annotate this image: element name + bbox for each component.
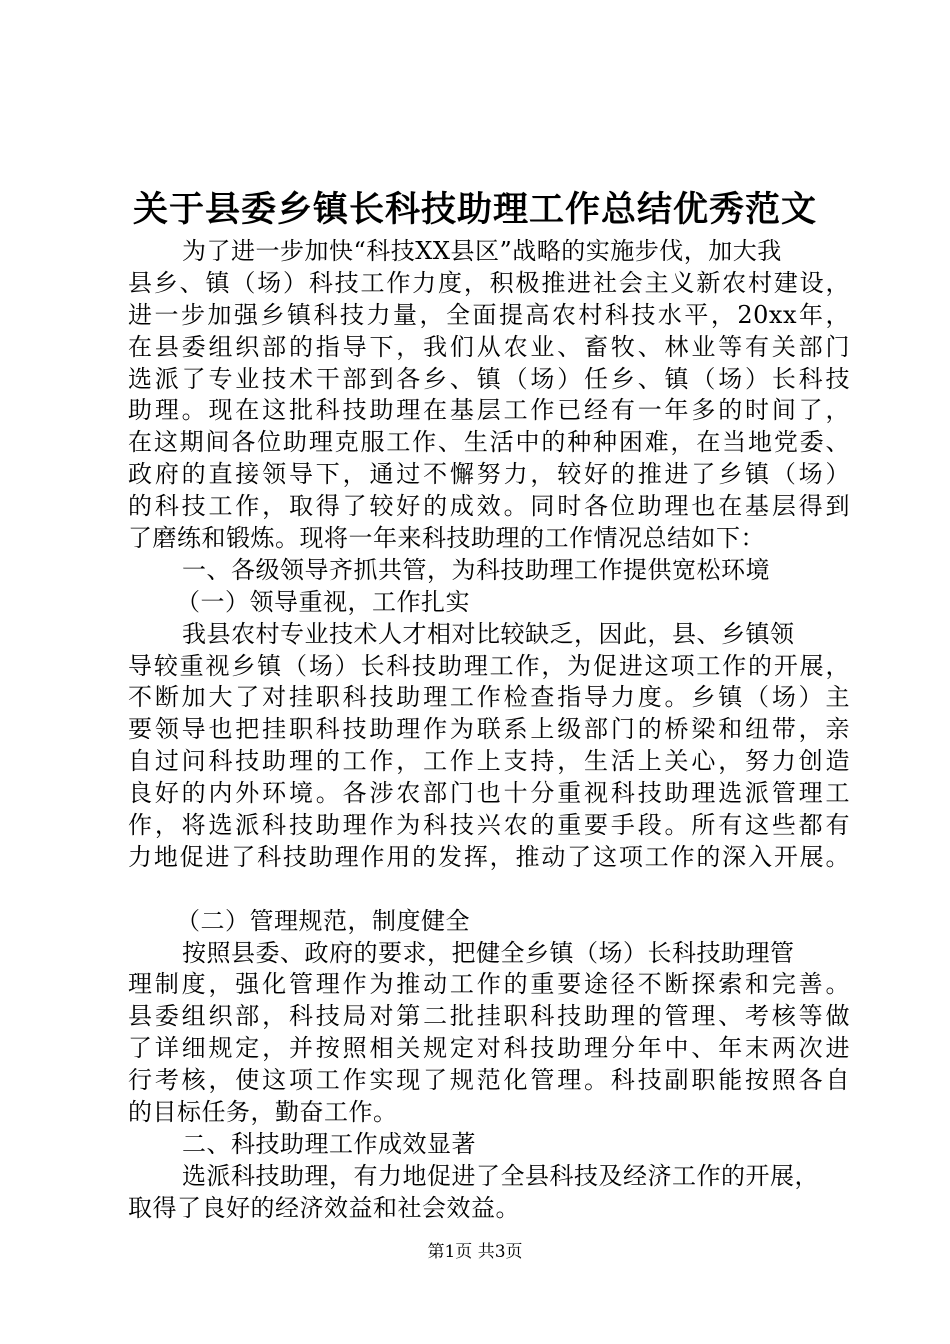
paragraph-line: 县乡、镇（场）科技工作力度，积极推进社会主义新农村建设，: [128, 268, 850, 297]
paragraph-line: 的科技工作，取得了较好的成效。同时各位助理也在基层得到: [128, 492, 850, 521]
paragraph-line: 在这期间各位助理克服工作、生活中的种种困难，在当地党委、: [128, 428, 850, 457]
paragraph-line: 选派科技助理，有力地促进了全县科技及经济工作的开展，: [182, 1161, 819, 1190]
paragraph-line: 政府的直接领导下，通过不懈努力，较好的推进了乡镇（场）: [128, 460, 850, 489]
subsection-heading: （二）管理规范，制度健全: [176, 906, 470, 935]
paragraph-line: 助理。现在这批科技助理在基层工作已经有一年多的时间了，: [128, 396, 850, 425]
paragraph-line: 理制度，强化管理作为推动工作的重要途径不断探索和完善。: [128, 970, 850, 999]
paragraph-line: 取得了良好的经济效益和社会效益。: [128, 1193, 520, 1222]
paragraph-line: 了磨练和锻炼。现将一年来科技助理的工作情况总结如下：: [128, 524, 765, 553]
paragraph-line: 不断加大了对挂职科技助理工作检查指导力度。乡镇（场）主: [128, 683, 850, 712]
document-body: [128, 236, 850, 1225]
document-title: 关于县委乡镇长科技助理工作总结优秀范文: [132, 189, 817, 230]
paragraph-line: 作，将选派科技助理作为科技兴农的重要手段。所有这些都有: [128, 811, 850, 840]
paragraph-line: 进一步加强乡镇科技力量，全面提高农村科技水平，20xx年，: [128, 300, 850, 329]
page-footer: 第1页 共3页: [427, 1242, 523, 1262]
paragraph-line: 按照县委、政府的要求，把健全乡镇（场）长科技助理管: [182, 938, 795, 967]
paragraph-line: 选派了专业技术干部到各乡、镇（场）任乡、镇（场）长科技: [128, 364, 850, 393]
paragraph-line: 县委组织部，科技局对第二批挂职科技助理的管理、考核等做: [128, 1002, 850, 1031]
paragraph-line: 自过问科技助理的工作，工作上支持，生活上关心，努力创造: [128, 747, 850, 776]
section-heading: 一、各级领导齐抓共管，为科技助理工作提供宽松环境: [182, 555, 770, 584]
paragraph-line: 了详细规定，并按照相关规定对科技助理分年中、年末两次进: [128, 1034, 850, 1063]
blank-line: [128, 874, 850, 906]
paragraph-line: 要领导也把挂职科技助理作为联系上级部门的桥梁和纽带，亲: [128, 715, 850, 744]
paragraph-line: 导较重视乡镇（场）长科技助理工作，为促进这项工作的开展，: [128, 651, 850, 680]
section-heading: 二、科技助理工作成效显著: [182, 1129, 476, 1158]
paragraph-line: 为了进一步加快“科技XX县区”战略的实施步伐，加大我: [182, 237, 782, 265]
subsection-heading: （一）领导重视，工作扎实: [176, 587, 470, 616]
paragraph-line: 在县委组织部的指导下，我们从农业、畜牧、林业等有关部门: [128, 332, 850, 361]
paragraph-line: 良好的内外环境。各涉农部门也十分重视科技助理选派管理工: [128, 779, 850, 808]
paragraph-line: 力地促进了科技助理作用的发挥，推动了这项工作的深入开展。: [128, 842, 850, 871]
paragraph-line: 行考核，使这项工作实现了规范化管理。科技副职能按照各自: [128, 1066, 850, 1095]
paragraph-line: 的目标任务，勤奋工作。: [128, 1098, 398, 1127]
paragraph-line: 我县农村专业技术人才相对比较缺乏，因此，县、乡镇领: [182, 619, 795, 648]
